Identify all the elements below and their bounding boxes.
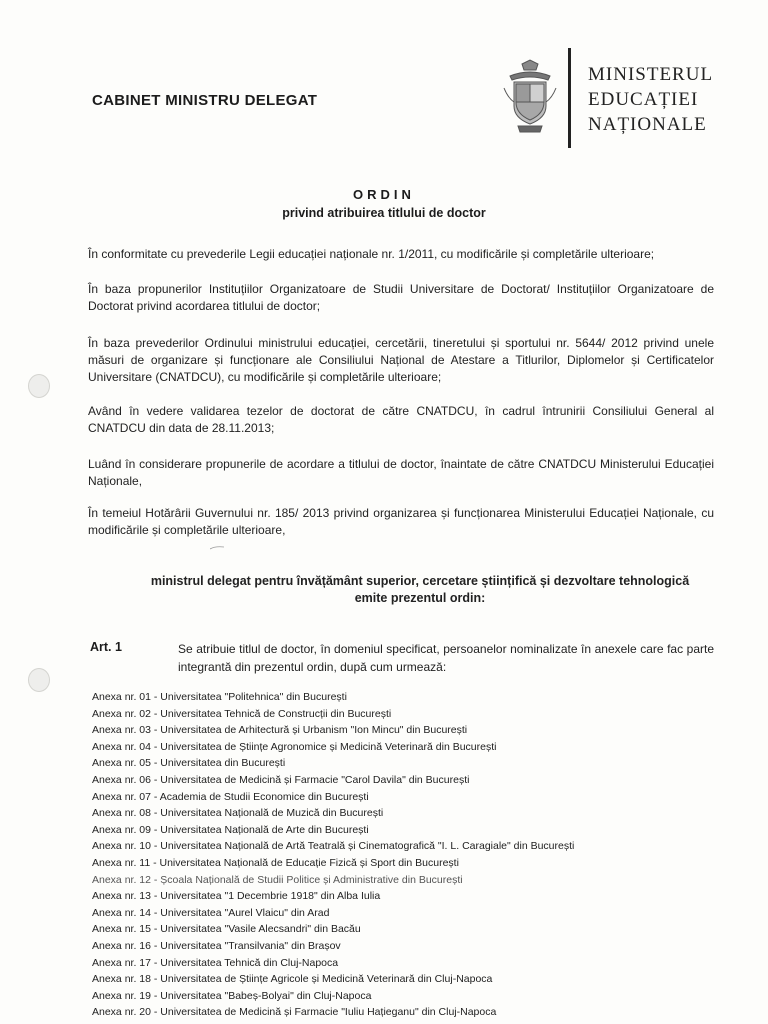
list-item: Anexa nr. 07 - Academia de Studii Economice din București bbox=[92, 790, 369, 803]
ministry-name bbox=[588, 62, 713, 137]
list-item: Anexa nr. 10 - Universitatea Națională de Artă Teatrală și Cinematografică "I. L. Caragiale" din București bbox=[92, 840, 575, 853]
punch-hole bbox=[28, 374, 50, 398]
list-item: Anexa nr. 08 - Universitatea Națională de Muzică din București bbox=[92, 807, 384, 820]
paragraph-order-5644: În baza prevederilor Ordinului ministrului educației, cercetării, tineretului și sportului nr. 5644/ 2012 privind unele măsuri de organizare și funcționare ale Consiliului Național de Atestare a Titlurilor, Diplomelor și Certificatelor Universitare (CNATDCU), cu modificările și completările ulterioare; bbox=[88, 336, 714, 384]
list-item: Anexa nr. 01 - Universitatea "Politehnica" din București bbox=[92, 691, 347, 703]
order-title: ORDIN bbox=[353, 187, 415, 202]
list-item: Anexa nr. 11 - Universitatea Națională de Educație Fizică și Sport din București bbox=[92, 856, 459, 869]
paragraph-proposals: În baza propunerilor Instituțiilor Organizatoare de Studii Universitare de Doctorat/ Instituțiilor Organizatoare de Doctorat privind acordarea titlului de doctor; bbox=[88, 282, 714, 313]
list-item: Anexa nr. 17 - Universitatea Tehnică din Cluj-Napoca bbox=[92, 956, 339, 969]
list-item: Anexa nr. 13 - Universitatea "1 Decembrie 1918" din Alba Iulia bbox=[92, 890, 381, 903]
annex-list bbox=[92, 689, 574, 1021]
list-item: Anexa nr. 20 - Universitatea de Medicină și Farmacie "Iuliu Hațieganu" din Cluj-Napoca bbox=[92, 1006, 497, 1019]
ministry-line-3: NAȚIONALE bbox=[588, 114, 707, 135]
cabinet-heading: CABINET MINISTRU DELEGAT bbox=[92, 92, 318, 109]
punch-hole bbox=[28, 668, 50, 692]
article-1-label: Art. 1 bbox=[90, 640, 122, 654]
paragraph-considering: Luând în considerare propunerile de acordare a titlului de doctor, înaintate de către CNATDCU Ministerului Educației Naționale, bbox=[88, 457, 714, 488]
list-item: Anexa nr. 06 - Universitatea de Medicină și Farmacie "Carol Davila" din București bbox=[92, 773, 470, 786]
list-item: Anexa nr. 02 - Universitatea Tehnică de Construcții din București bbox=[92, 707, 392, 720]
header-divider bbox=[568, 48, 571, 148]
list-item: Anexa nr. 09 - Universitatea Națională de Arte din București bbox=[92, 823, 369, 836]
list-item: Anexa nr. 18 - Universitatea de Științe Agricole și Medicină Veterinară din Cluj-Napoca bbox=[92, 973, 493, 986]
romania-coat-of-arms-icon bbox=[500, 58, 560, 138]
ministry-line-1: MINISTERUL bbox=[588, 64, 714, 85]
issuer-statement bbox=[90, 573, 750, 607]
list-item: Anexa nr. 05 - Universitatea din București bbox=[92, 757, 286, 770]
pen-mark bbox=[210, 546, 224, 550]
list-item: Anexa nr. 04 - Universitatea de Științe Agronomice și Medicină Veterinară din București bbox=[92, 740, 497, 753]
list-item: Anexa nr. 19 - Universitatea "Babeș-Bolyai" din Cluj-Napoca bbox=[92, 989, 372, 1002]
paragraph-legal-basis: În conformitate cu prevederile Legii educației naționale nr. 1/2011, cu modificările și completările ulterioare; bbox=[88, 247, 655, 261]
issuer-line-1: ministrul delegat pentru învățământ superior, cercetare științifică și dezvoltare tehnologică bbox=[150, 574, 690, 588]
article-1-text: Se atribuie titlul de doctor, în domeniul specificat, persoanelor nominalizate în anexele care fac parte integrantă din prezentul ordin, după cum urmează: bbox=[178, 642, 714, 674]
list-item: Anexa nr. 15 - Universitatea "Vasile Alecsandri" din Bacău bbox=[92, 923, 361, 936]
ministry-line-2: EDUCAȚIEI bbox=[588, 89, 699, 110]
list-item: Anexa nr. 14 - Universitatea "Aurel Vlaicu" din Arad bbox=[92, 906, 330, 919]
list-item: Anexa nr. 03 - Universitatea de Arhitectură și Urbanism "Ion Mincu" din București bbox=[92, 724, 468, 737]
order-subtitle: privind atribuirea titlului de doctor bbox=[282, 206, 486, 220]
list-item: Anexa nr. 12 - Școala Națională de Studii Politice și Administrative din București bbox=[92, 873, 463, 886]
list-item: Anexa nr. 16 - Universitatea "Transilvania" din Brașov bbox=[92, 939, 341, 952]
paragraph-government-decision: În temeiul Hotărârii Guvernului nr. 185/ 2013 privind organizarea și funcționarea Ministerului Educației Naționale, cu modificările și completările ulterioare, bbox=[88, 506, 714, 537]
issuer-line-2: emite prezentul ordin: bbox=[354, 591, 486, 605]
paragraph-validation: Având în vedere validarea tezelor de doctorat de către CNATDCU, în cadrul întrunirii Consiliului General al CNATDCU din data de 28.11.2013; bbox=[88, 404, 714, 435]
